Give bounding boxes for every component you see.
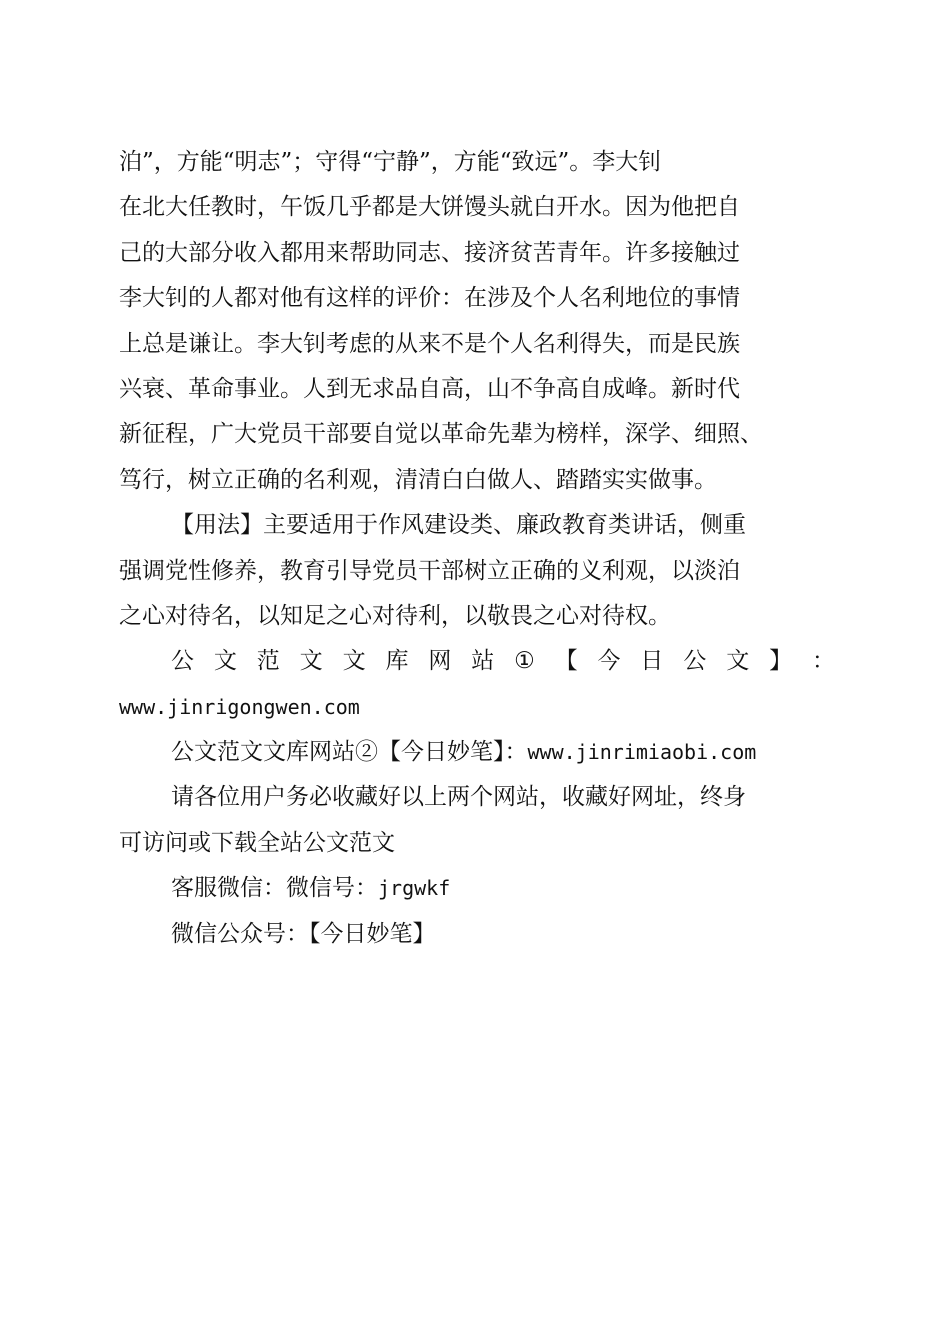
website-2-line	[119, 730, 835, 775]
text-line: 【用法】主要适用于作风建设类、廉政教育类讲话，侧重	[171, 512, 746, 539]
website-1-url: www.jinrigongwen.com	[119, 694, 360, 719]
label-char: 文	[342, 648, 366, 675]
customer-service-line	[119, 866, 835, 911]
website-2	[119, 730, 835, 775]
text-line: 之心对待名，以知足之心对待利，以敬畏之心对待权。	[119, 602, 671, 629]
text-line: 兴衰、革命事业。人到无求品自高，山不争高自成峰。新时代	[119, 375, 740, 402]
text-line: 新征程，广大党员干部要自觉以革命先辈为榜样，深学、细照、	[119, 421, 763, 448]
customer-service	[119, 866, 835, 911]
text-line: 请各位用户务必收藏好以上两个网站，收藏好网址，终身	[171, 784, 746, 811]
label-char: 文	[213, 648, 237, 675]
label-char: 【	[554, 648, 578, 675]
bookmark-notice	[119, 775, 835, 866]
website-1-label	[119, 639, 835, 684]
label-char: ①	[514, 648, 535, 675]
customer-service-label: 客服微信：微信号：	[171, 875, 378, 902]
text-line: 笃行，树立正确的名利观，清清白白做人、踏踏实实做事。	[119, 466, 717, 493]
text-line: 己的大部分收入都用来帮助同志、接济贫苦青年。许多接触过	[119, 239, 740, 266]
website-1	[119, 639, 835, 730]
wechat-id: jrgwkf	[378, 876, 451, 901]
label-char: 文	[726, 648, 750, 675]
label-char: ：	[811, 648, 835, 675]
text-line: 李大钊的人都对他有这样的评价：在涉及个人名利地位的事情	[119, 285, 740, 312]
label-char: 公	[171, 648, 194, 675]
paragraph-usage	[119, 503, 835, 639]
label-char: 库	[385, 648, 409, 675]
label-char: 站	[471, 648, 495, 675]
text-line: 在北大任教时，午饭几乎都是大饼馒头就白开水。因为他把自	[119, 194, 740, 221]
website-2-url: www.jinrimiaobi.com	[527, 740, 757, 765]
label-char: 今	[597, 648, 621, 675]
label-char: 范	[256, 648, 280, 675]
official-account-line: 微信公众号：【今日妙笔】	[171, 920, 436, 947]
label-char: 文	[299, 648, 323, 675]
text-line: 强调党性修养，教育引导党员干部树立正确的义利观，以淡泊	[119, 557, 740, 584]
text-line: 泊”，方能“明志”；守得“宁静”，方能“致远”。李大钊	[119, 149, 662, 175]
official-account	[119, 912, 835, 957]
paragraph-li-dazhao	[119, 140, 835, 503]
text-line: 上总是谦让。李大钊考虑的从来不是个人名利得失，而是民族	[119, 330, 740, 357]
label-char: 网	[428, 648, 452, 675]
website-2-label: 公文范文文库网站②【今日妙笔】：	[171, 739, 528, 766]
label-char: 公	[683, 648, 707, 675]
text-line: 可访问或下载全站公文范文	[119, 829, 395, 856]
document-body	[119, 140, 835, 957]
label-char: 日	[640, 648, 664, 675]
label-char: 】	[769, 648, 793, 675]
